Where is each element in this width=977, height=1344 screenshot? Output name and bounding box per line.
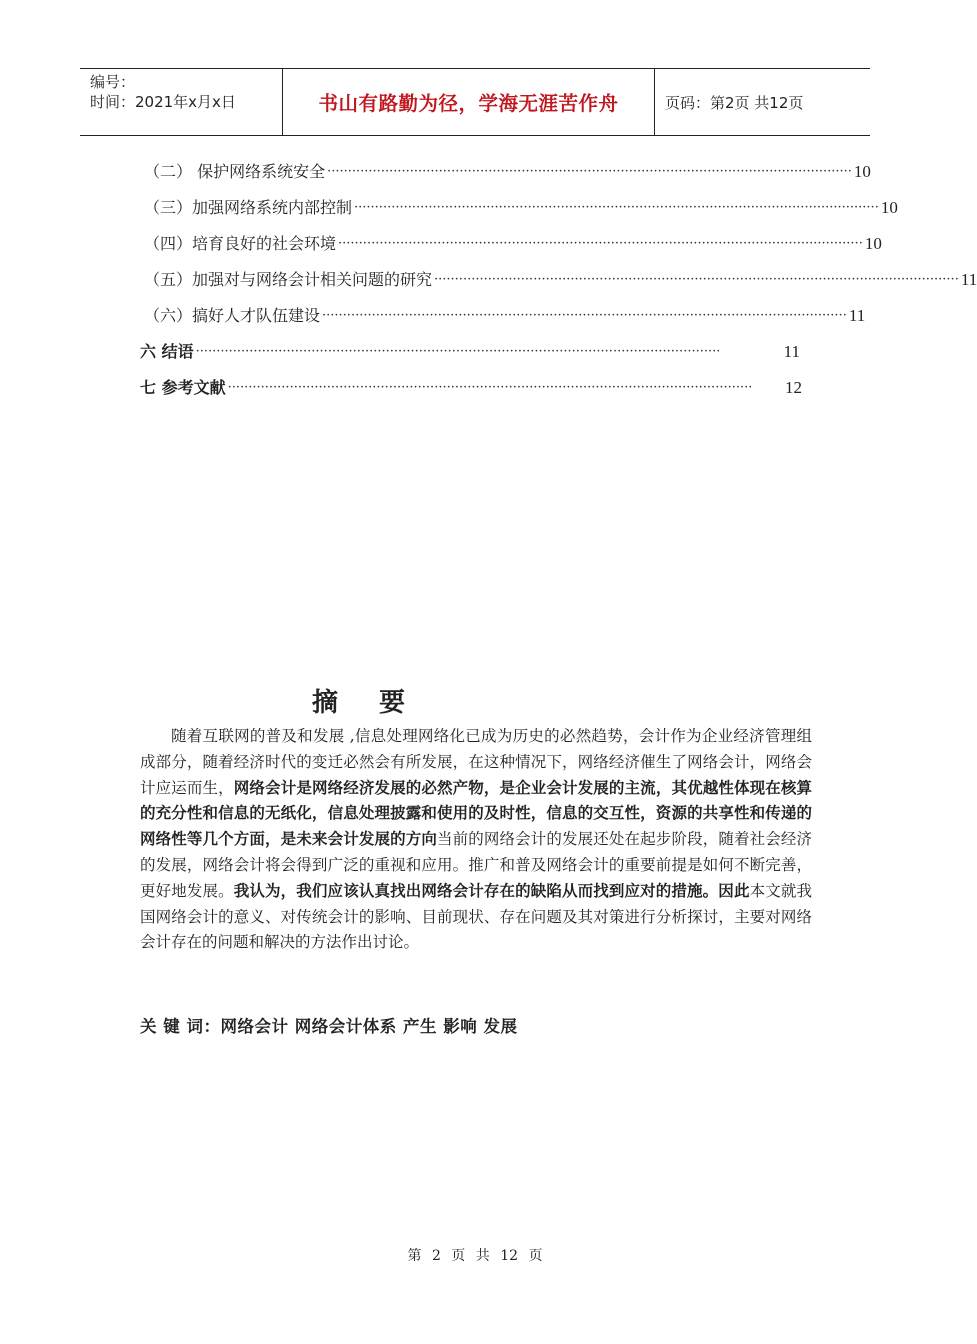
toc-item-page: 11: [960, 270, 977, 289]
page-header: [80, 68, 870, 136]
keywords-line: 关 键 词：网络会计 网络会计体系 产生 影响 发展: [140, 1017, 518, 1036]
toc-item-label: （四）培育良好的社会环境: [144, 234, 337, 253]
toc-item[interactable]: [144, 194, 898, 218]
toc-item[interactable]: [140, 374, 802, 398]
toc-leader: ·······························································································································: [195, 344, 721, 359]
abstract-text-bold: 网络会计是网络经济发展的必然产物，是企业会计发展的主流，其优越性体现在核算的充分性和信息的无纸化，信息处理披露和使用的及时性，信息的交互性，资源的共享性和传递的网络性等几个方面，是未来会计发展的方向: [140, 778, 812, 849]
toc-item-label: 七 参考文献: [140, 378, 226, 397]
toc-item[interactable]: [144, 158, 871, 182]
abstract-text-bold: 我认为，我们应该认真找出网络会计存在的缺陷从而找到应对的措施。因此: [233, 881, 750, 900]
page-footer: 第 2 页 共 12 页: [407, 1248, 543, 1264]
toc-item-label: （五）加强对与网络会计相关问题的研究: [144, 270, 433, 289]
toc-leader: ·······························································································································: [338, 236, 863, 251]
toc-item-page: 10: [880, 198, 898, 217]
toc-item-label: 六 结语: [140, 342, 194, 361]
serial-label: 编号：: [90, 73, 136, 91]
toc-item-page: 11: [848, 306, 866, 325]
abstract-body: [140, 724, 812, 956]
toc-item[interactable]: [140, 338, 800, 362]
toc-item-label: （二） 保护网络系统安全: [144, 162, 326, 181]
toc-item[interactable]: [144, 230, 882, 254]
abstract-text: 当前的网络会计的发展还处在起步阶段，随着社会经济的发展，网络会计将会得到广泛的重视和应用。推广和普及网络会计的重要前提是如何不断完善，更好地发展。: [140, 830, 812, 900]
toc-item-page: 10: [864, 234, 882, 253]
toc-item[interactable]: [144, 302, 866, 326]
abstract-title-part: 摘: [312, 688, 340, 718]
abstract-text: 本文就我国网络会计的意义、对传统会计的影响、目前现状、存在问题及其对策进行分析探讨，主要对网络会计存在的问题和解决的方法作出讨论。: [140, 881, 812, 952]
date-line: 时间：2021年x月x日: [90, 93, 236, 111]
toc-item-page: 10: [853, 162, 871, 181]
header-meta: [80, 69, 283, 135]
toc-leader: ·······························································································································: [327, 164, 852, 179]
toc-leader: ·······························································································································: [354, 200, 879, 215]
abstract-title: [312, 682, 406, 719]
toc-item[interactable]: [144, 266, 977, 290]
header-motto: 书山有路勤为径，学海无涯苦作舟: [283, 69, 655, 135]
toc-leader: ·······························································································································: [227, 380, 753, 395]
toc-item-label: （三）加强网络系统内部控制: [144, 198, 353, 217]
header-page-info: 页码：第2页 共12页: [665, 93, 804, 112]
toc-item-page: 12: [785, 378, 802, 397]
abstract-text: 随着互联网的普及和发展 ,信息处理网络化已成为历史的必然趋势，会计作为企业经济管理组成部分，随着经济时代的变迁必然会有所发展，在这种情况下，网络经济催生了网络会计，网络会计应运而生，: [140, 727, 812, 797]
toc-item-label: （六）搞好人才队伍建设: [144, 306, 321, 325]
toc-leader: ·······························································································································: [434, 272, 959, 287]
toc-item-page: 11: [783, 342, 800, 361]
abstract-title-part: 要: [379, 688, 407, 718]
toc-leader: ·······························································································································: [322, 308, 847, 323]
